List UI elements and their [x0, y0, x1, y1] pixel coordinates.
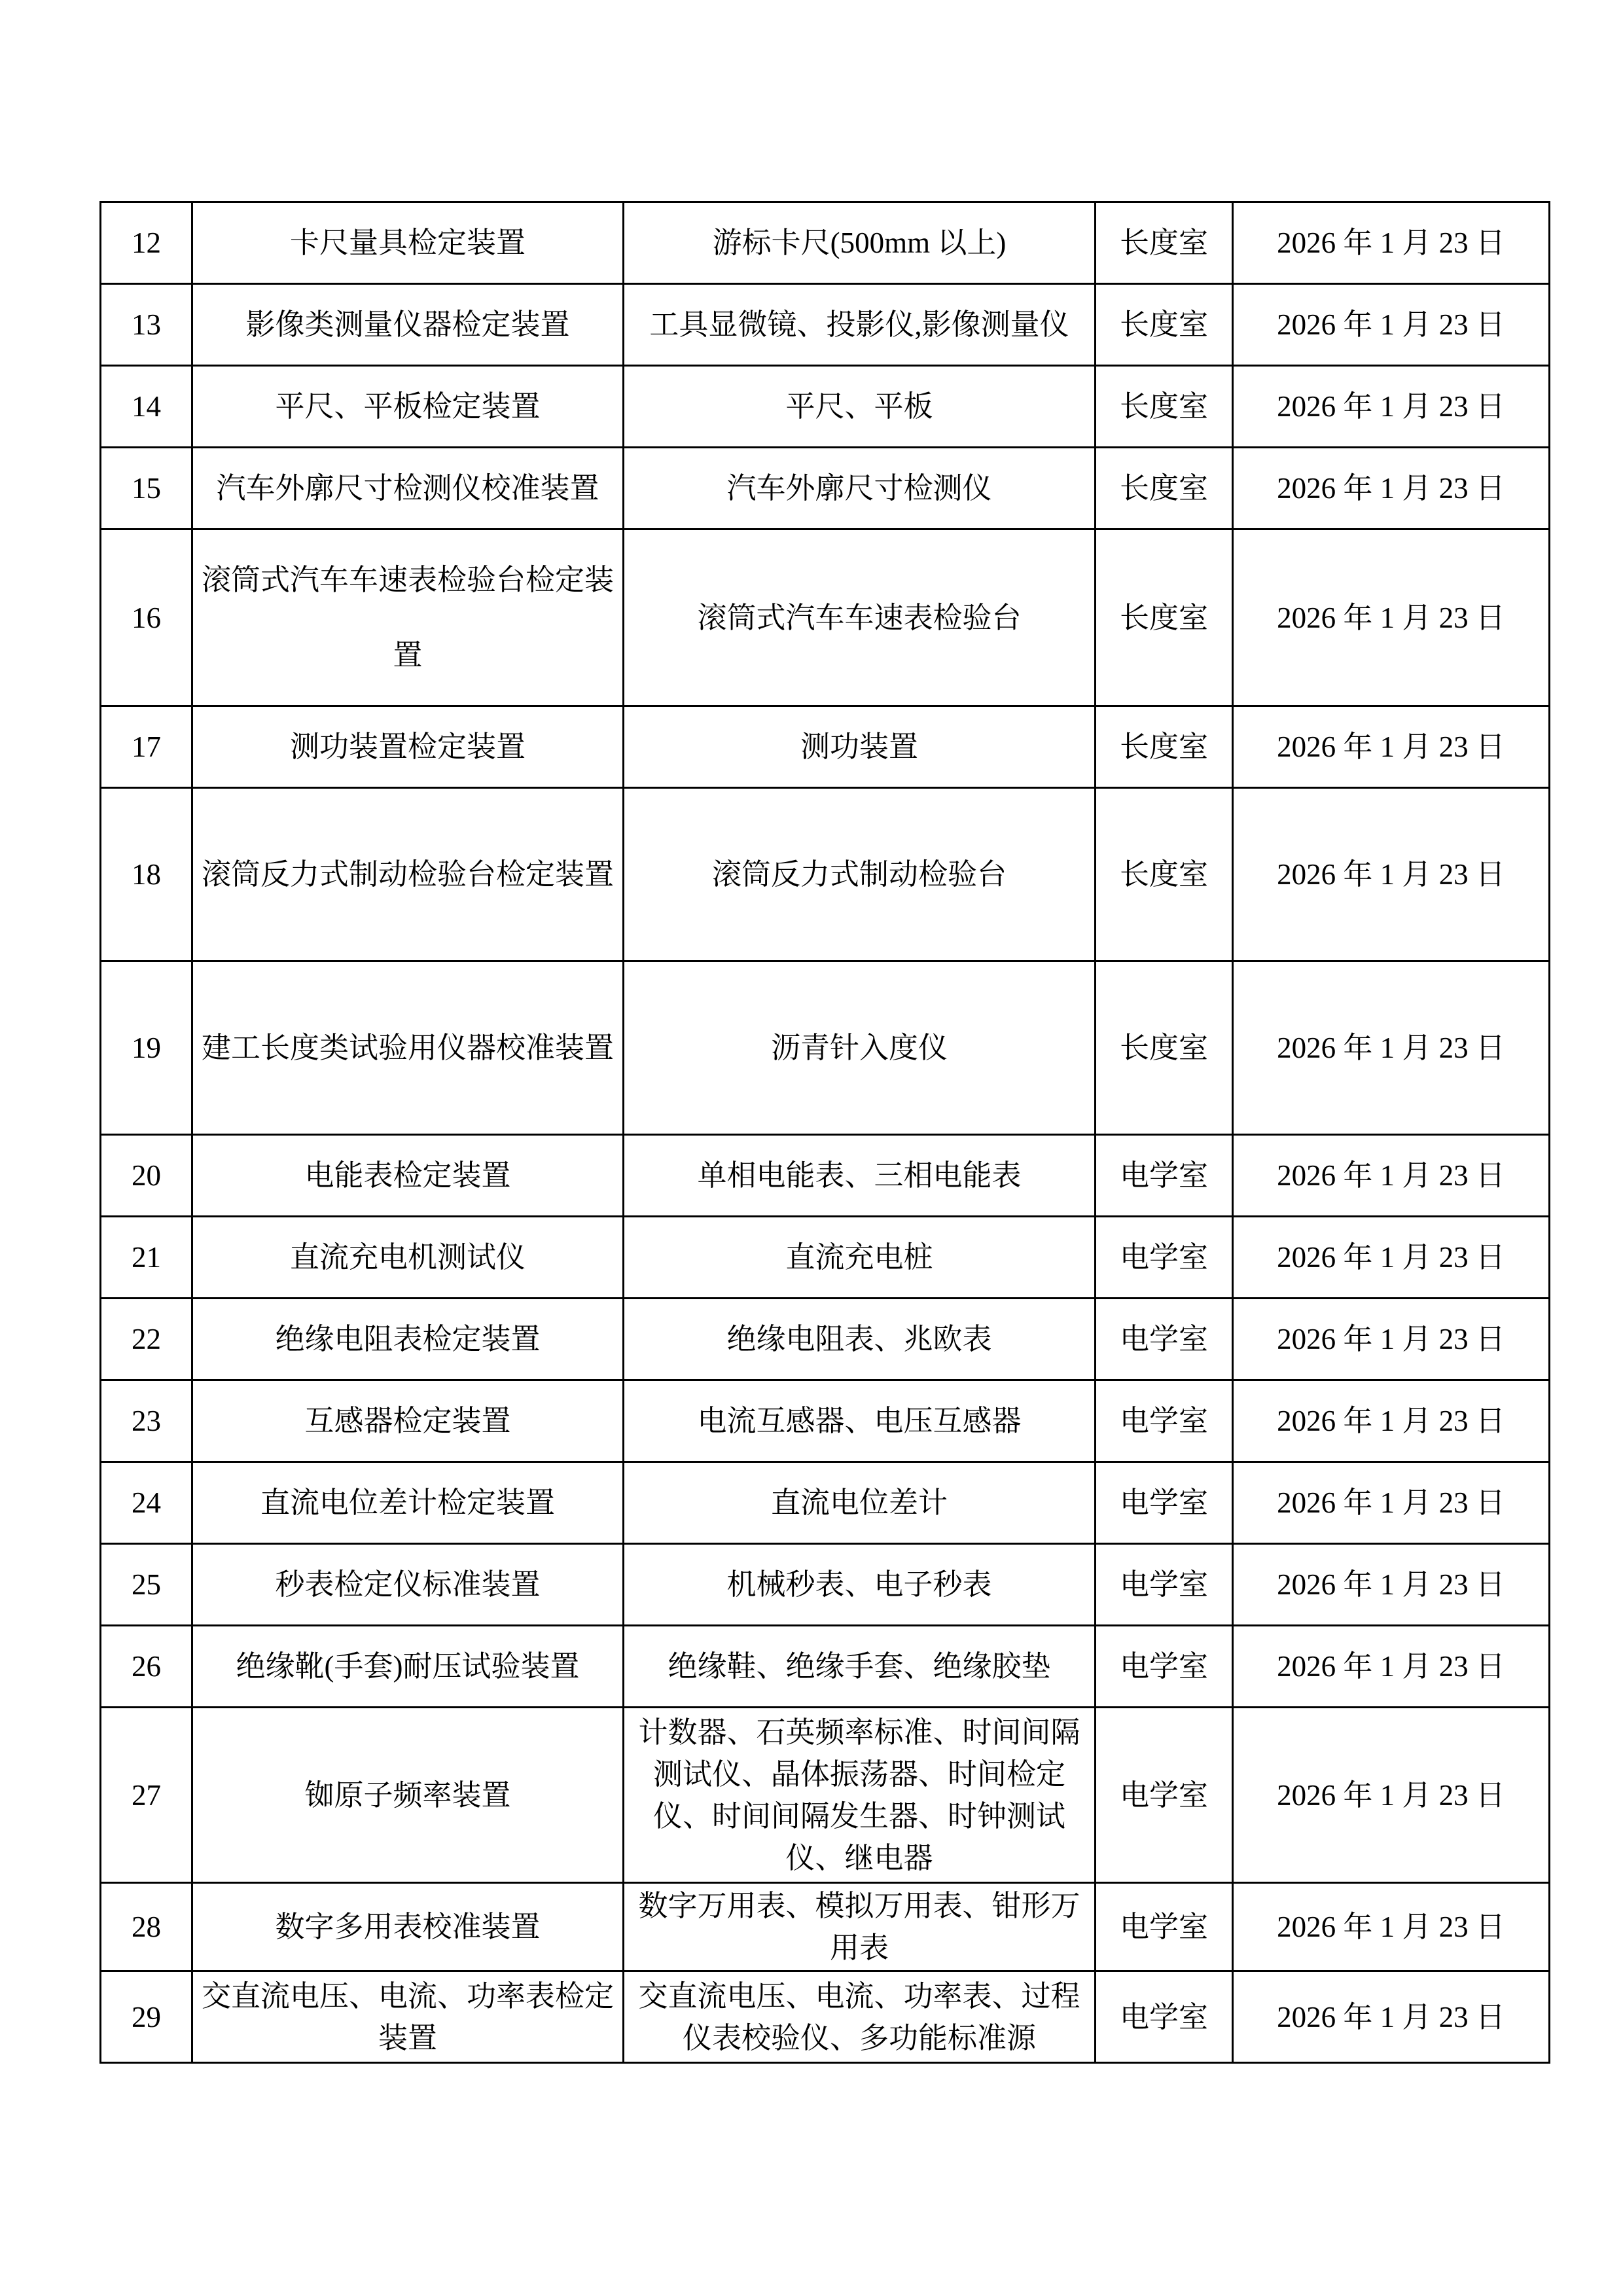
cell-seq-number: 21 [101, 1217, 192, 1299]
cell-lab-room: 电学室 [1096, 1708, 1233, 1883]
cell-device-name: 影像类测量仪器检定装置 [192, 284, 624, 366]
cell-device-name: 铷原子频率装置 [192, 1708, 624, 1883]
table-row [101, 961, 1550, 1135]
table-row [101, 1299, 1550, 1380]
cell-device-name: 汽车外廓尺寸检测仪校准装置 [192, 448, 624, 529]
cell-valid-date: 2026 年 1 月 23 日 [1233, 202, 1550, 284]
cell-verified-items: 游标卡尺(500mm 以上) [624, 202, 1096, 284]
cell-lab-room: 长度室 [1096, 529, 1233, 706]
cell-seq-number: 22 [101, 1299, 192, 1380]
cell-verified-items: 数字万用表、模拟万用表、钳形万用表 [624, 1883, 1096, 1971]
cell-lab-room: 电学室 [1096, 1626, 1233, 1708]
cell-lab-room: 电学室 [1096, 1135, 1233, 1217]
cell-device-name: 互感器检定装置 [192, 1380, 624, 1462]
cell-device-name: 建工长度类试验用仪器校准装置 [192, 961, 624, 1135]
cell-verified-items: 绝缘电阻表、兆欧表 [624, 1299, 1096, 1380]
table-row [101, 529, 1550, 706]
cell-device-name: 电能表检定装置 [192, 1135, 624, 1217]
cell-seq-number: 25 [101, 1544, 192, 1626]
cell-lab-room: 长度室 [1096, 366, 1233, 448]
cell-lab-room: 电学室 [1096, 1462, 1233, 1544]
cell-verified-items: 汽车外廓尺寸检测仪 [624, 448, 1096, 529]
cell-verified-items: 交直流电压、电流、功率表、过程仪表校验仪、多功能标准源 [624, 1971, 1096, 2063]
cell-valid-date: 2026 年 1 月 23 日 [1233, 1217, 1550, 1299]
cell-seq-number: 27 [101, 1708, 192, 1883]
cell-device-name: 滚筒式汽车车速表检验台检定装置 [192, 529, 624, 706]
cell-device-name: 测功装置检定装置 [192, 706, 624, 788]
cell-valid-date: 2026 年 1 月 23 日 [1233, 1135, 1550, 1217]
cell-verified-items: 沥青针入度仪 [624, 961, 1096, 1135]
cell-verified-items: 平尺、平板 [624, 366, 1096, 448]
cell-valid-date: 2026 年 1 月 23 日 [1233, 706, 1550, 788]
table-row [101, 788, 1550, 961]
cell-lab-room: 长度室 [1096, 961, 1233, 1135]
table-row [101, 1883, 1550, 1971]
cell-device-name: 数字多用表校准装置 [192, 1883, 624, 1971]
cell-verified-items: 测功装置 [624, 706, 1096, 788]
cell-valid-date: 2026 年 1 月 23 日 [1233, 1626, 1550, 1708]
cell-seq-number: 13 [101, 284, 192, 366]
cell-device-name: 直流电位差计检定装置 [192, 1462, 624, 1544]
cell-lab-room: 电学室 [1096, 1544, 1233, 1626]
cell-device-name: 滚筒反力式制动检验台检定装置 [192, 788, 624, 961]
cell-valid-date: 2026 年 1 月 23 日 [1233, 529, 1550, 706]
table-row [101, 1971, 1550, 2063]
cell-seq-number: 29 [101, 1971, 192, 2063]
cell-seq-number: 19 [101, 961, 192, 1135]
calibration-schedule-table [99, 201, 1550, 2064]
table-row [101, 1708, 1550, 1883]
cell-device-name: 绝缘靴(手套)耐压试验装置 [192, 1626, 624, 1708]
cell-verified-items: 计数器、石英频率标准、时间间隔测试仪、晶体振荡器、时间检定仪、时间间隔发生器、时钟测试仪、继电器 [624, 1708, 1096, 1883]
cell-seq-number: 17 [101, 706, 192, 788]
cell-verified-items: 绝缘鞋、绝缘手套、绝缘胶垫 [624, 1626, 1096, 1708]
cell-seq-number: 12 [101, 202, 192, 284]
cell-lab-room: 长度室 [1096, 284, 1233, 366]
cell-valid-date: 2026 年 1 月 23 日 [1233, 366, 1550, 448]
cell-seq-number: 24 [101, 1462, 192, 1544]
cell-verified-items: 工具显微镜、投影仪,影像测量仪 [624, 284, 1096, 366]
cell-lab-room: 长度室 [1096, 202, 1233, 284]
table-row [101, 1462, 1550, 1544]
cell-seq-number: 28 [101, 1883, 192, 1971]
cell-valid-date: 2026 年 1 月 23 日 [1233, 448, 1550, 529]
cell-lab-room: 电学室 [1096, 1883, 1233, 1971]
cell-seq-number: 14 [101, 366, 192, 448]
cell-seq-number: 18 [101, 788, 192, 961]
cell-seq-number: 15 [101, 448, 192, 529]
cell-verified-items: 滚筒式汽车车速表检验台 [624, 529, 1096, 706]
cell-lab-room: 长度室 [1096, 788, 1233, 961]
table-row [101, 1380, 1550, 1462]
cell-valid-date: 2026 年 1 月 23 日 [1233, 1971, 1550, 2063]
cell-verified-items: 机械秒表、电子秒表 [624, 1544, 1096, 1626]
cell-verified-items: 直流电位差计 [624, 1462, 1096, 1544]
cell-verified-items: 直流充电桩 [624, 1217, 1096, 1299]
cell-seq-number: 26 [101, 1626, 192, 1708]
table-row [101, 1626, 1550, 1708]
table-row [101, 1217, 1550, 1299]
cell-verified-items: 滚筒反力式制动检验台 [624, 788, 1096, 961]
cell-device-name: 绝缘电阻表检定装置 [192, 1299, 624, 1380]
cell-valid-date: 2026 年 1 月 23 日 [1233, 1299, 1550, 1380]
table-row [101, 202, 1550, 284]
cell-valid-date: 2026 年 1 月 23 日 [1233, 961, 1550, 1135]
cell-device-name: 卡尺量具检定装置 [192, 202, 624, 284]
cell-valid-date: 2026 年 1 月 23 日 [1233, 1883, 1550, 1971]
cell-valid-date: 2026 年 1 月 23 日 [1233, 1708, 1550, 1883]
cell-verified-items: 电流互感器、电压互感器 [624, 1380, 1096, 1462]
cell-valid-date: 2026 年 1 月 23 日 [1233, 788, 1550, 961]
cell-seq-number: 16 [101, 529, 192, 706]
cell-valid-date: 2026 年 1 月 23 日 [1233, 1462, 1550, 1544]
cell-device-name: 直流充电机测试仪 [192, 1217, 624, 1299]
cell-lab-room: 电学室 [1096, 1971, 1233, 2063]
cell-verified-items: 单相电能表、三相电能表 [624, 1135, 1096, 1217]
cell-lab-room: 电学室 [1096, 1299, 1233, 1380]
cell-device-name: 秒表检定仪标准装置 [192, 1544, 624, 1626]
cell-valid-date: 2026 年 1 月 23 日 [1233, 284, 1550, 366]
cell-lab-room: 电学室 [1096, 1380, 1233, 1462]
table-row [101, 448, 1550, 529]
cell-device-name: 平尺、平板检定装置 [192, 366, 624, 448]
table-row [101, 706, 1550, 788]
cell-lab-room: 长度室 [1096, 706, 1233, 788]
cell-valid-date: 2026 年 1 月 23 日 [1233, 1544, 1550, 1626]
table-row [101, 1135, 1550, 1217]
cell-seq-number: 23 [101, 1380, 192, 1462]
cell-seq-number: 20 [101, 1135, 192, 1217]
cell-lab-room: 长度室 [1096, 448, 1233, 529]
table-row [101, 366, 1550, 448]
table-row [101, 1544, 1550, 1626]
table-row [101, 284, 1550, 366]
cell-device-name: 交直流电压、电流、功率表检定装置 [192, 1971, 624, 2063]
cell-lab-room: 电学室 [1096, 1217, 1233, 1299]
cell-valid-date: 2026 年 1 月 23 日 [1233, 1380, 1550, 1462]
